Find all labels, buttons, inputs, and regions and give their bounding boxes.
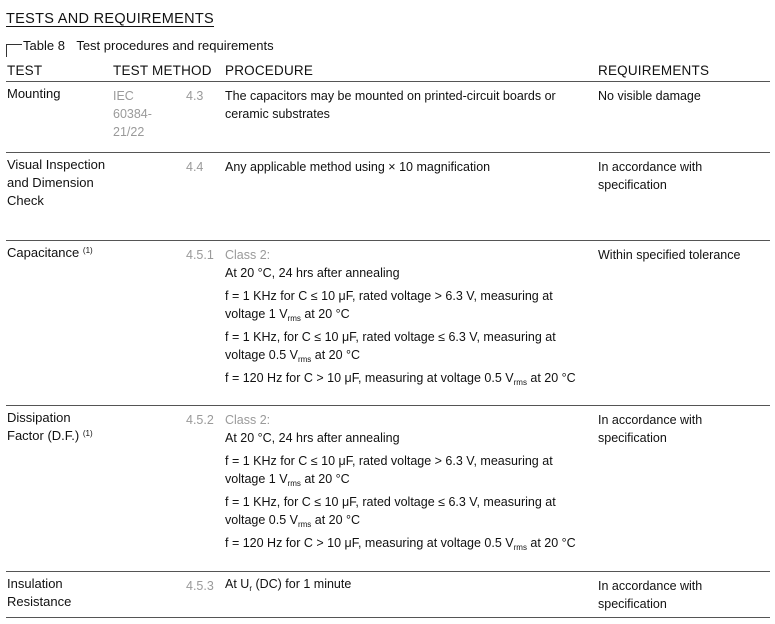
table-caption-text: Test procedures and requirements <box>76 38 274 53</box>
row-capacitance-test <box>7 244 107 262</box>
header-procedure: PROCEDURE <box>225 63 314 78</box>
header-requirements: REQUIREMENTS <box>598 63 710 78</box>
row-insulation-test: Insulation Resistance <box>7 576 72 609</box>
row-insulation-clause: 4.5.3 <box>186 579 214 593</box>
condition-text: At 20 °C, 24 hrs after annealing <box>225 266 400 280</box>
row-visual-procedure: Any applicable method using × 10 magnification <box>225 160 491 174</box>
row-insulation-procedure: At $U_r$ (DC) for 1 minute <box>225 577 352 593</box>
footnote-marker: (1) <box>82 429 93 438</box>
caption-bracket <box>6 44 22 57</box>
row-mounting-requirement: No visible damage <box>598 89 701 103</box>
row-mounting-procedure: The capacitors may be mounted on printed-circuit boards or ceramic substrates <box>225 89 556 121</box>
class-label: Class 2: <box>225 248 271 262</box>
row-dissipation-clause: 4.5.2 <box>186 413 214 427</box>
frequency-line: f = 1 KHz for C ≤ 10 μF, rated voltage > 6.3 V, measuring at voltage 1 $V_{rms}$ at 20 °C <box>225 289 553 323</box>
row-mounting-test: Mounting <box>7 86 61 101</box>
row-insulation-requirement: In accordance with specification <box>598 579 703 611</box>
frequency-line: f = 120 Hz for C > 10 μF, measuring at voltage 0.5 $V_{rms}$ at 20 °C <box>225 371 576 387</box>
row-mounting-method: IEC 60384-21/22 <box>113 89 152 139</box>
section-title: TESTS AND REQUIREMENTS <box>6 11 215 27</box>
header-test-method: TEST METHOD <box>113 63 212 78</box>
frequency-line: f = 1 KHz for C ≤ 10 μF, rated voltage > 6.3 V, measuring at voltage 1 $V_{rms}$ at 20 °C <box>225 454 553 488</box>
class-label: Class 2: <box>225 413 271 427</box>
header-rule <box>6 81 770 82</box>
table-bottom-rule <box>6 617 770 618</box>
row-visual-test: Visual Inspection and Dimension Check <box>7 157 106 208</box>
row-divider <box>6 240 770 241</box>
row-divider <box>6 152 770 153</box>
row-dissipation-test <box>7 409 107 445</box>
row-dissipation-requirement: In accordance with specification <box>598 413 703 445</box>
header-test: TEST <box>7 63 43 78</box>
table-caption <box>23 37 274 55</box>
frequency-line: f = 120 Hz for C > 10 μF, measuring at voltage 0.5 $V_{rms}$ at 20 °C <box>225 536 576 552</box>
row-dissipation-test-label: Dissipation Factor (D.F.) <box>7 410 80 443</box>
row-divider <box>6 571 770 572</box>
row-capacitance-requirement: Within specified tolerance <box>598 248 741 262</box>
frequency-line: f = 1 KHz, for C ≤ 10 μF, rated voltage ≤ 6.3 V, measuring at voltage 0.5 $V_{rms}$ at 20 °C <box>225 495 556 529</box>
row-capacitance-clause: 4.5.1 <box>186 248 214 262</box>
row-divider <box>6 405 770 406</box>
row-visual-requirement: In accordance with specification <box>598 160 703 192</box>
row-visual-clause: 4.4 <box>186 160 204 174</box>
row-mounting-clause: 4.3 <box>186 89 204 103</box>
frequency-line: f = 1 KHz, for C ≤ 10 μF, rated voltage ≤ 6.3 V, measuring at voltage 0.5 $V_{rms}$ at 20 °C <box>225 330 556 364</box>
row-capacitance-test-label: Capacitance <box>7 245 80 260</box>
table-number: Table 8 <box>23 38 65 53</box>
row-dissipation-procedure <box>225 411 580 557</box>
condition-text: At 20 °C, 24 hrs after annealing <box>225 431 400 445</box>
footnote-marker: (1) <box>82 246 93 255</box>
row-capacitance-procedure <box>225 246 580 392</box>
